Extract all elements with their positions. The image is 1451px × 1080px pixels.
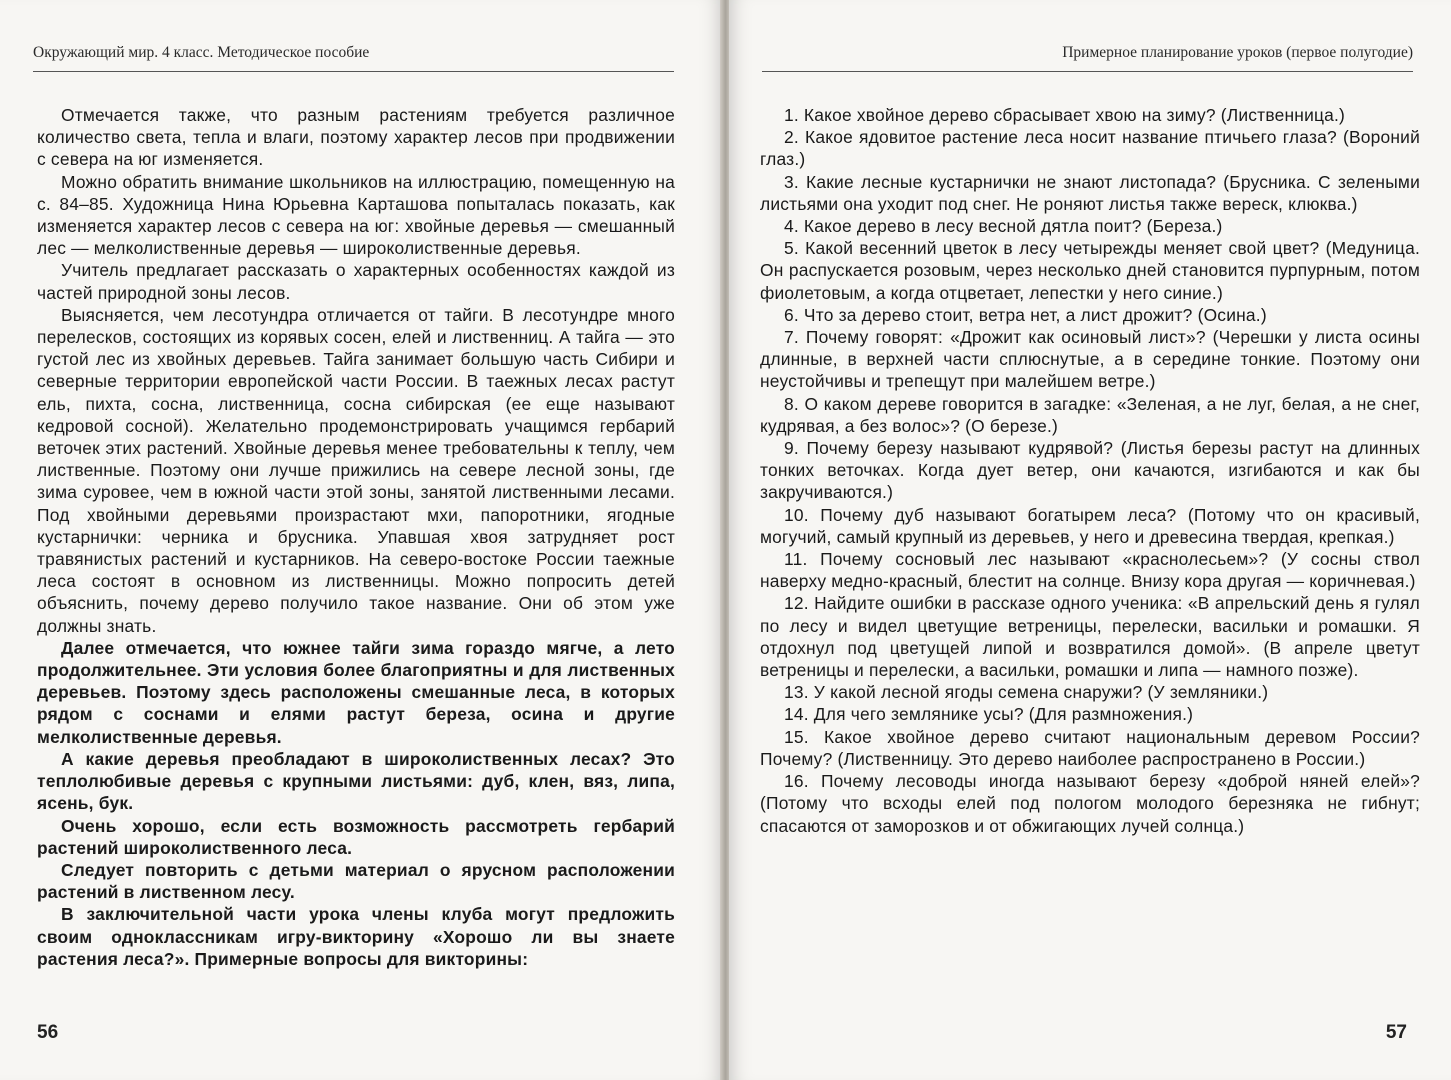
paragraph: Можно обратить внимание школьников на иллюстрацию, помещенную на с. 84–85. Художница Нина Юрьевна Карташова попыталась показать, как изменяется характер лесов с севера на юг: хвойные деревья — смешанный лес — мелколиственные деревья — широколиственные деревья.: [37, 171, 675, 259]
quiz-question: 1. Какое хвойное дерево сбрасывает хвою на зиму? (Лиственница.): [784, 105, 1346, 125]
quiz-question: 2. Какое ядовитое растение леса носит название птичьего глаза? (Вороний глаз.): [760, 127, 1420, 170]
right-page: [729, 0, 1451, 1080]
paragraph: Отмечается также, что разным растениям требуется различное количество света, тепла и влаги, поэтому характер лесов при продвижении с севера на юг изменяется.: [37, 105, 675, 170]
header-rule: [762, 71, 1413, 72]
quiz-question: 5. Какой весенний цветок в лесу четырежды меняет свой цвет? (Медуница. Он распускается розовым, через несколько дней становится пурпурным, потом фиолетовым, а когда отцветает, лепестки у него синие.): [760, 238, 1420, 303]
quiz-question: 6. Что за дерево стоит, ветра нет, а лист дрожит? (Осина.): [784, 304, 1267, 325]
quiz-question: 8. О каком дереве говорится в загадке: «Зеленая, а не луг, белая, а не снег, кудрявая, а без волос»? (О березе.): [760, 393, 1420, 436]
quiz-question: 14. Для чего землянике усы? (Для размножения.): [784, 704, 1194, 725]
quiz-question: 12. Найдите ошибки в рассказе одного ученика: «В апрельский день я гулял по лесу и видел цветущие ветреницы, перелески, васильки и ромашки. Я отдохнул под цветущей липой и возвратился домой». (В апреле цветут ветреницы и перелески, а васильки, ромашки и липа — намного позже).: [760, 593, 1420, 681]
header-rule: [33, 71, 674, 72]
running-head: Окружающий мир. 4 класс. Методическое пособие: [33, 44, 370, 61]
paragraph: Очень хорошо, если есть возможность рассмотреть гербарий растений широколиственного леса.: [37, 815, 675, 858]
left-page: [0, 0, 722, 1080]
paragraph: А какие деревья преобладают в широколиственных лесах? Это теплолюбивые деревья с крупными листьями: дуб, клен, вяз, липа, ясень, бук.: [37, 748, 675, 814]
quiz-question: 7. Почему говорят: «Дрожит как осиновый лист»? (Черешки у листа осины длинные, в верхней части сплюснутые, а в середине тонкие. Поэтому они неустойчивы и трепещут при малейшем ветре.): [760, 327, 1420, 392]
quiz-question: 13. У какой лесной ягоды семена снаружи? (У земляники.): [784, 682, 1269, 703]
paragraph: Выясняется, чем лесотундра отличается от тайги. В лесотундре много перелесков, состоящих из корявых сосен, елей и лиственниц. А тайга — это густой лес из хвойных деревьев. Тайга занимает большую часть Сибири и северные территории европейской части России. В таежных лесах растут ель, пихта, сосна, лиственница, сосна сибирская (ее еще называют кедровой сосной). Желательно продемонстрировать учащимся гербарий веточек этих растений. Хвойные деревья менее требовательны к теплу, чем лиственные. Поэтому они лучше прижились на севере лесной зоны, где зима суровее, чем в южной части этой зоны, занятой лиственными лесами. Под хвойными деревьями произрастают мхи, папоротники, ягодные кустарнички: черника и брусника. Упавшая хвоя затрудняет рост травянистых растений и кустарников. На северо-востоке России таежные леса состоят в основном из лиственницы. Можно попросить детей объяснить, почему дерево получило такое название. Они об этом уже должны знать.: [37, 304, 675, 636]
page-number: 57: [1385, 1022, 1407, 1043]
running-head: Примерное планирование уроков (первое полугодие): [1062, 44, 1413, 61]
page-body: [760, 104, 1420, 837]
quiz-question: 15. Какое хвойное дерево считают национальным деревом России? Почему? (Лиственницу. Это дерево наиболее распространено в России.): [760, 726, 1420, 769]
quiz-question: 11. Почему сосновый лес называют «краснолесьем»? (У сосны ствол наверху медно-красный, блестит на солнце. Внизу кора другая — коричневая.): [760, 549, 1420, 592]
page-number: 56: [37, 1022, 59, 1043]
quiz-question: 4. Какое дерево в лесу весной дятла поит? (Береза.): [784, 216, 1223, 237]
paragraph: В заключительной части урока члены клуба могут предложить своим одноклассникам игру-викторину «Хорошо ли вы знаете растения леса?». Примерные вопросы для викторины:: [37, 904, 675, 969]
paragraph: Далее отмечается, что южнее тайги зима гораздо мягче, а лето продолжительнее. Эти условия более благоприятны и для лиственных деревьев. Поэтому здесь расположены смешанные леса, в которых рядом с соснами и елями растут береза, осина и другие мелколиственные деревья.: [37, 637, 675, 747]
paragraph: Учитель предлагает рассказать о характерных особенностях каждой из частей природной зоны лесов.: [37, 260, 675, 303]
quiz-question: 3. Какие лесные кустарнички не знают листопада? (Брусника. С зелеными листьями она уходит под снег. Не роняют листья также вереск, клюква.): [760, 171, 1420, 214]
quiz-question: 16. Почему лесоводы иногда называют березу «доброй няней елей»? (Потому что всходы елей под пологом молодого березняка не гибнут; спасаются от заморозков и от обжигающих лучей солнца.): [760, 771, 1420, 836]
paragraph: Следует повторить с детьми материал о ярусном расположении растений в лиственном лесу.: [37, 859, 675, 903]
quiz-question: 9. Почему березу называют кудрявой? (Листья березы растут на длинных тонких веточках. Когда дует ветер, они качаются, изгибаются и как бы закручиваются.): [760, 438, 1420, 503]
quiz-question: 10. Почему дуб называют богатырем леса? (Потому что он красивый, могучий, самый крупный из деревьев, у него и древесина твердая, крепкая.): [760, 504, 1420, 547]
page-body: [37, 104, 675, 970]
